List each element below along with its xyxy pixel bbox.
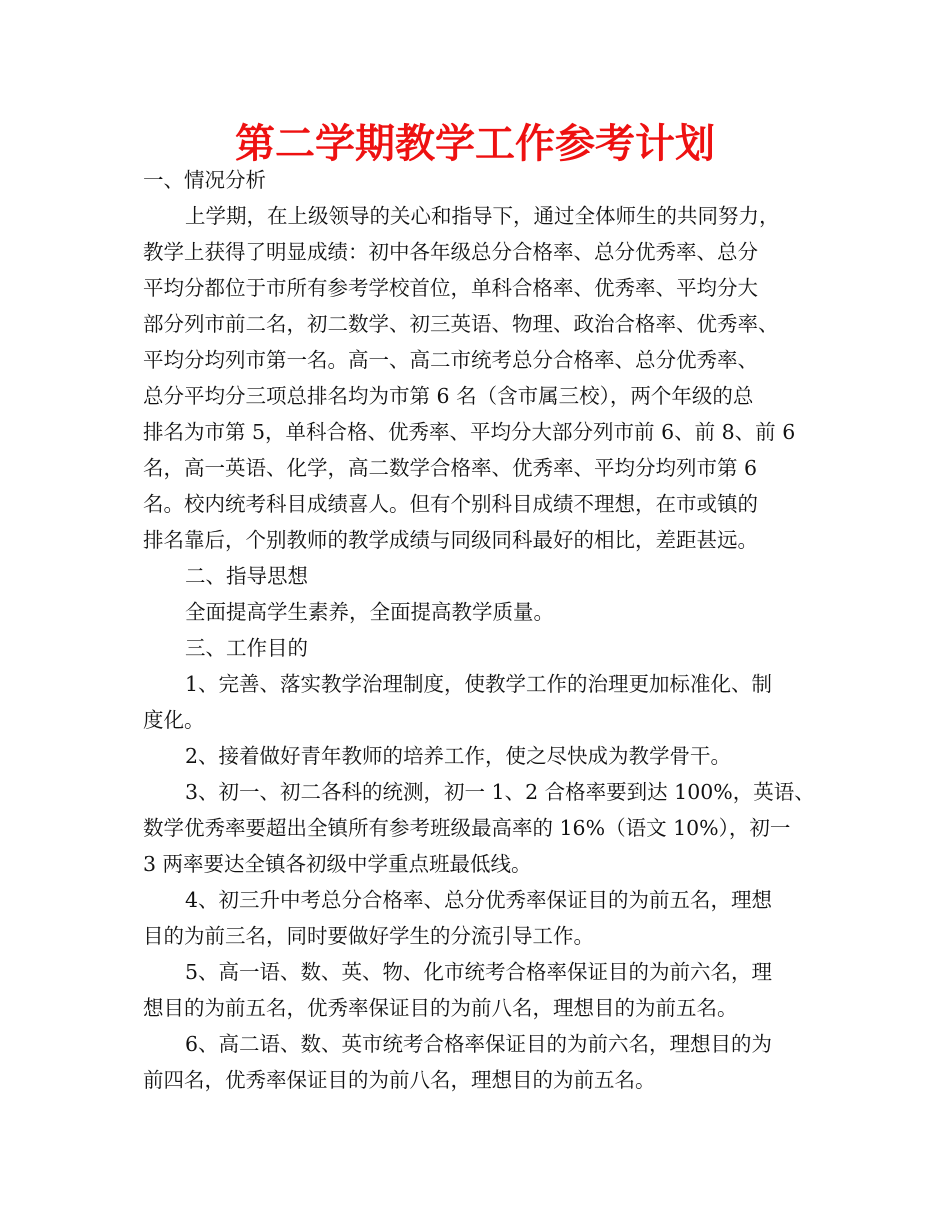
body-line: 全面提高学生素养，全面提高教学质量。 [185, 600, 554, 624]
body-line: 2、接着做好青年教师的培养工作，使之尽快成为教学骨干。 [185, 744, 732, 768]
body-line: 6、高二语、数、英市统考合格率保证目的为前六名，理想目的为 [185, 1032, 773, 1056]
body-line: 前四名，优秀率保证目的为前八名，理想目的为前五名。 [143, 1068, 656, 1092]
body-line: 总分平均分三项总排名均为市第 6 名（含市属三校），两个年级的总 [143, 384, 754, 408]
body-line: 3 两率要达全镇各初级中学重点班最低线。 [143, 852, 532, 876]
body-line: 部分列市前二名，初二数学、初三英语、物理、政治合格率、优秀率、 [143, 312, 779, 336]
body-line: 上学期，在上级领导的关心和指导下，通过全体师生的共同努力， [185, 204, 780, 228]
body-line: 教学上获得了明显成绩：初中各年级总分合格率、总分优秀率、总分 [143, 240, 758, 264]
body-line: 度化。 [143, 708, 205, 732]
body-line: 目的为前三名，同时要做好学生的分流引导工作。 [143, 924, 594, 948]
body-line: 三、工作目的 [185, 636, 308, 660]
body-line: 数学优秀率要超出全镇所有参考班级最高率的 16%（语文 10%），初一 [143, 816, 791, 840]
body-line: 名。校内统考科目成绩喜人。但有个别科目成绩不理想，在市或镇的 [143, 492, 758, 516]
body-line: 平均分都位于市所有参考学校首位，单科合格率、优秀率、平均分大 [143, 276, 758, 300]
body-line: 3、初一、初二各科的统测，初一 1、2 合格率要到达 100%，英语、 [185, 780, 815, 804]
body-line: 排名靠后，个别教师的教学成绩与同级同科最好的相比，差距甚远。 [143, 528, 758, 552]
body-line: 一、情况分析 [143, 168, 266, 192]
body-line: 5、高一语、数、英、物、化市统考合格率保证目的为前六名，理 [185, 960, 773, 984]
document-body [143, 162, 818, 1098]
body-line: 排名为市第 5，单科合格、优秀率、平均分大部分列市前 6、前 8、前 6 [143, 420, 796, 444]
body-line: 想目的为前五名，优秀率保证目的为前八名，理想目的为前五名。 [143, 996, 738, 1020]
document-title: 第二学期教学工作参考计划 [235, 121, 715, 167]
body-line: 1、完善、落实教学治理制度，使教学工作的治理更加标准化、制 [185, 672, 773, 696]
body-line: 平均分均列市第一名。高一、高二市统考总分合格率、总分优秀率、 [143, 348, 758, 372]
body-line: 二、指导思想 [185, 564, 308, 588]
body-line: 名，高一英语、化学，高二数学合格率、优秀率、平均分均列市第 6 [143, 456, 758, 480]
body-line: 4、初三升中考总分合格率、总分优秀率保证目的为前五名，理想 [185, 888, 773, 912]
